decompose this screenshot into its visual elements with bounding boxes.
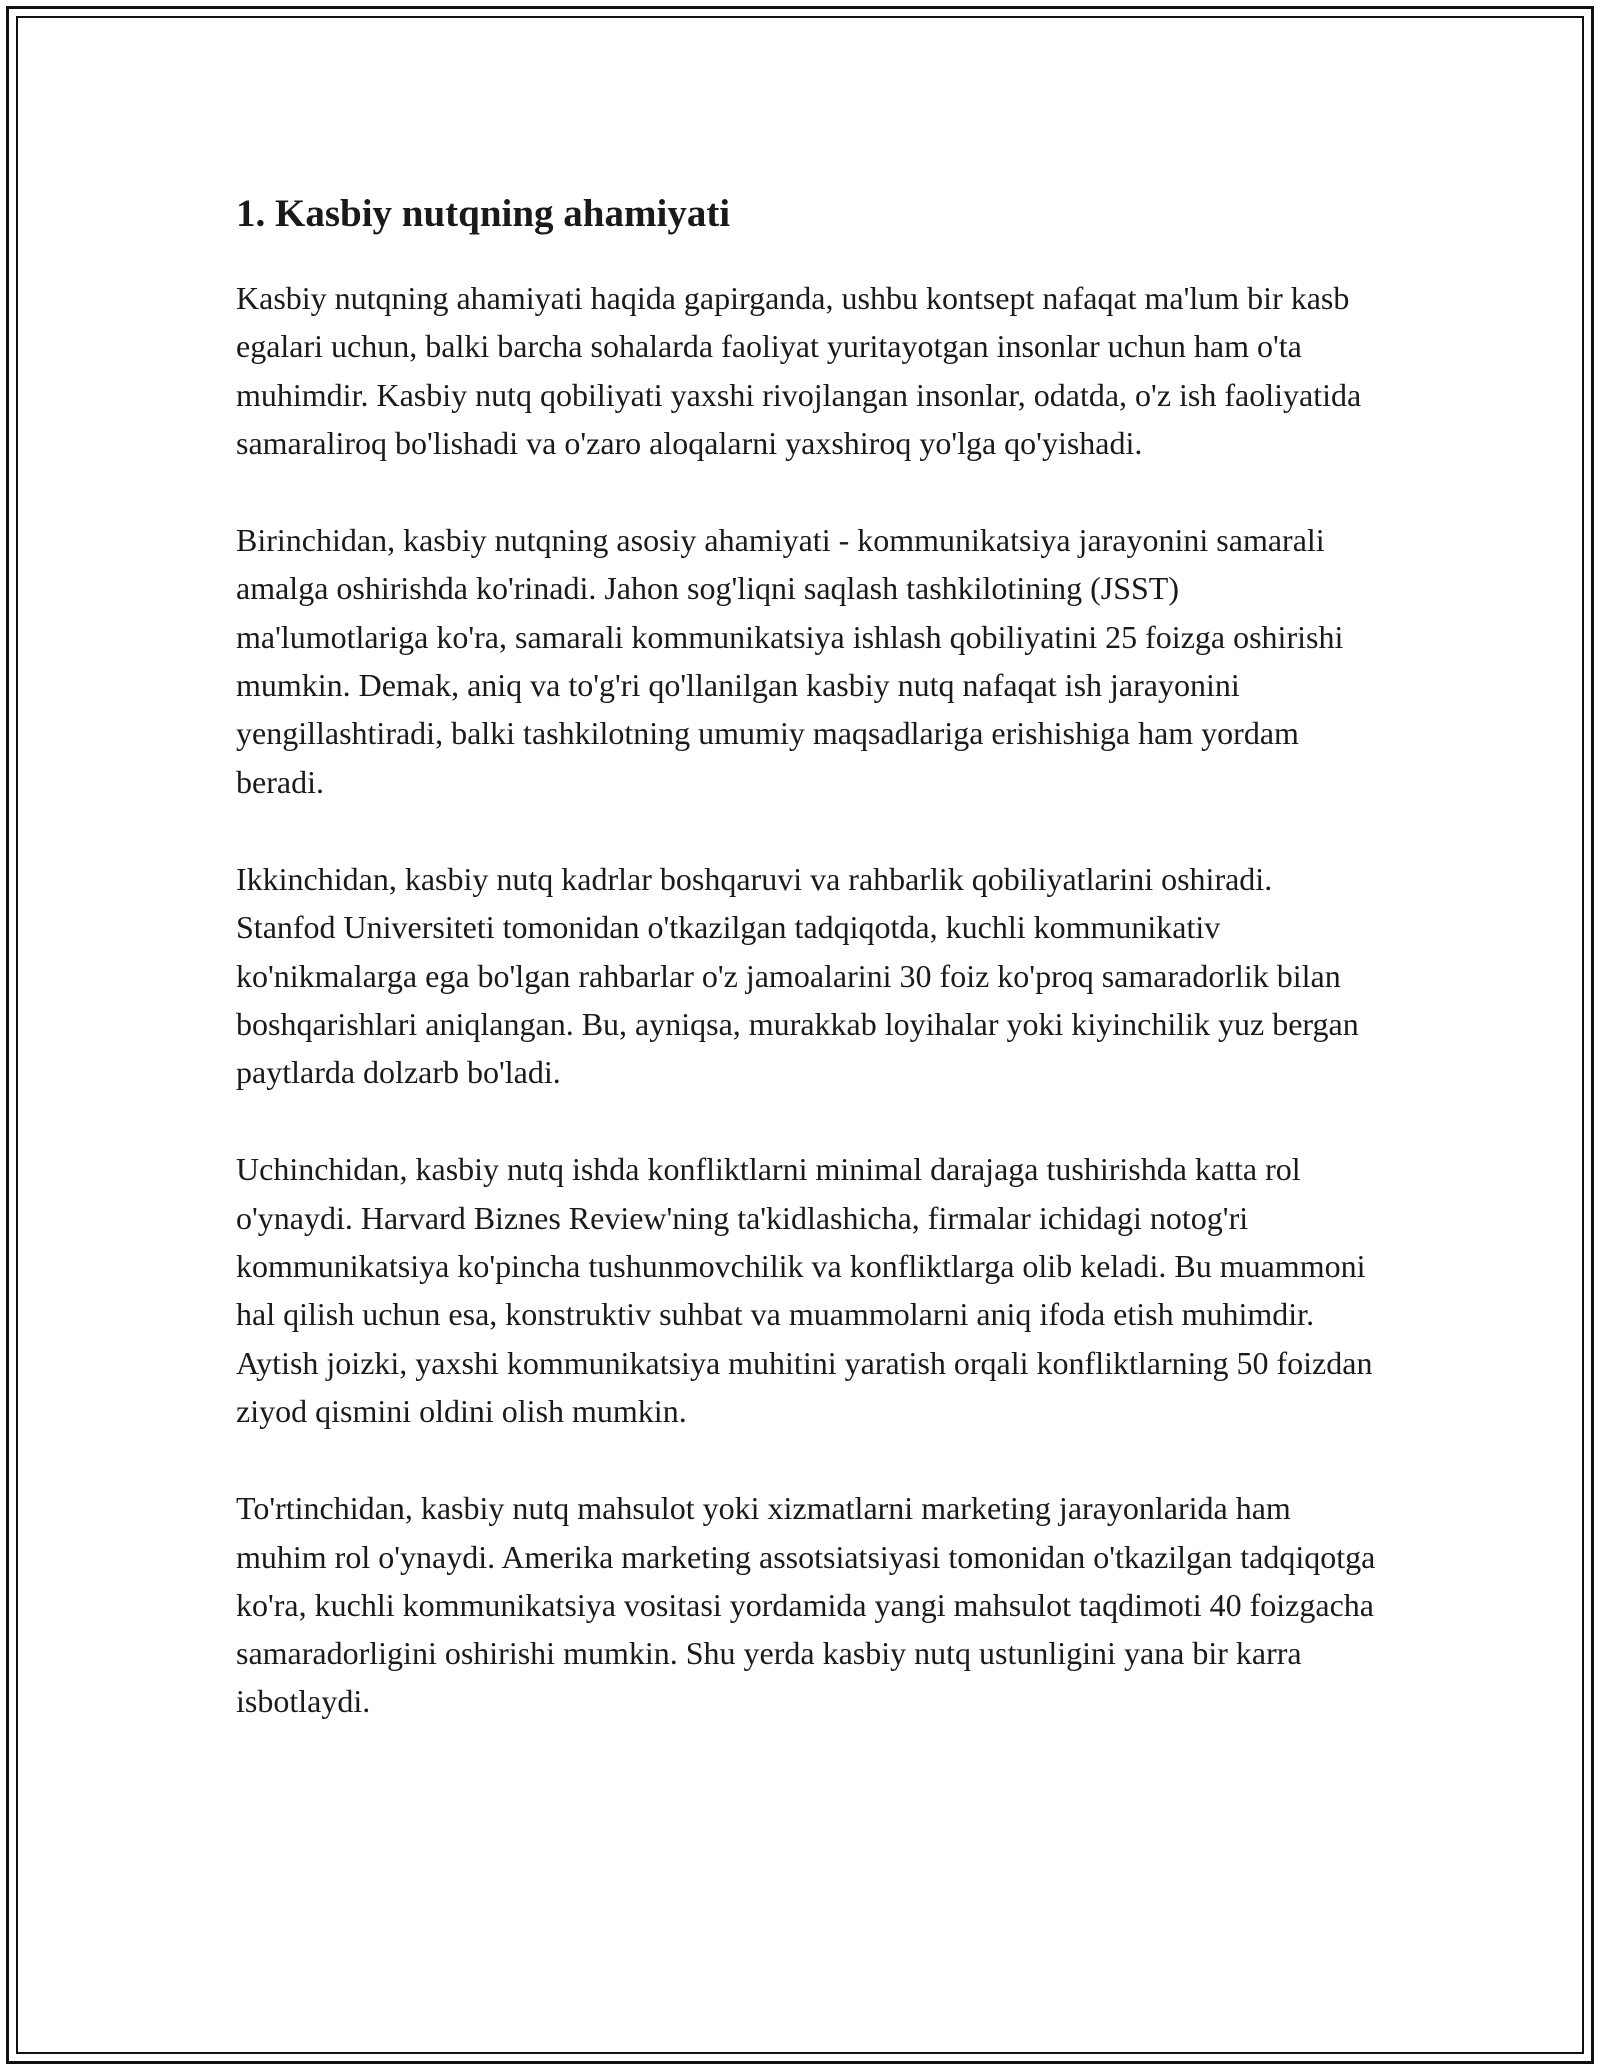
document-title: 1. Kasbiy nutqning ahamiyati (236, 192, 731, 235)
paragraph-first: Birinchidan, kasbiy nutqning asosiy ahamiyati - kommunikatsiya jarayonini samarali amalga oshirishda ko'rinadi. Jahon sog'liqni saqlash tashkilotining (JSST) ma'lumotlariga ko'ra, samarali kommunikatsiya ishlash qobiliyatini 25 foizga oshirishi mumkin. Demak, aniq va to'g'ri qo'llanilgan kasbiy nutq nafaqat ish jarayonini yengillashtiradi, balki tashkilotning umumiy maqsadlariga erishishiga ham yordam beradi. (236, 522, 1344, 800)
paragraph-second: Ikkinchidan, kasbiy nutq kadrlar boshqaruvi va rahbarlik qobiliyatlarini oshiradi. Stanfod Universiteti tomonidan o'tkazilgan tadqiqotda, kuchli kommunikativ ko'nikmalarga ega bo'lgan rahbarlar o'z jamoalarini 30 foiz ko'proq samaradorlik bilan boshqarishlari aniqlangan. Bu, ayniqsa, murakkab loyihalar yoki kiyinchilik yuz bergan paytlarda dolzarb bo'ladi. (236, 860, 1359, 1091)
document-body (236, 186, 1376, 1775)
paragraph-intro: Kasbiy nutqning ahamiyati haqida gapirganda, ushbu kontsept nafaqat ma'lum bir kasb egalari uchun, balki barcha sohalarda faoliyat yuritayotgan insonlar uchun ham o'ta muhimdir. Kasbiy nutq qobiliyati yaxshi rivojlangan insonlar, odatda, o'z ish faoliyatida samaraliroq bo'lishadi va o'zaro aloqalarni yaxshiroq yo'lga qo'yishadi. (236, 280, 1362, 461)
paragraph-third: Uchinchidan, kasbiy nutq ishda konfliktlarni minimal darajaga tushirishda katta rol o'ynaydi. Harvard Biznes Review'ning ta'kidlashicha, firmalar ichidagi notog'ri kommunikatsiya ko'pincha tushunmovchilik va konfliktlarga olib keladi. Bu muammoni hal qilish uchun esa, konstruktiv suhbat va muammolarni aniq ifoda etish muhimdir. Aytish joizki, yaxshi kommunikatsiya muhitini yaratish orqali konfliktlarning 50 foizdan ziyod qismini oldini olish mumkin. (236, 1151, 1373, 1429)
paragraph-fourth: To'rtinchidan, kasbiy nutq mahsulot yoki xizmatlarni marketing jarayonlarida ham muhim rol o'ynaydi. Amerika marketing assotsiatsiyasi tomonidan o'tkazilgan tadqiqotga ko'ra, kuchli kommunikatsiya vositasi yordamida yangi mahsulot taqdimoti 40 foizgacha samaradorligini oshirishi mumkin. Shu yerda kasbiy nutq ustunligini yana bir karra isbotlaydi. (236, 1490, 1376, 1720)
